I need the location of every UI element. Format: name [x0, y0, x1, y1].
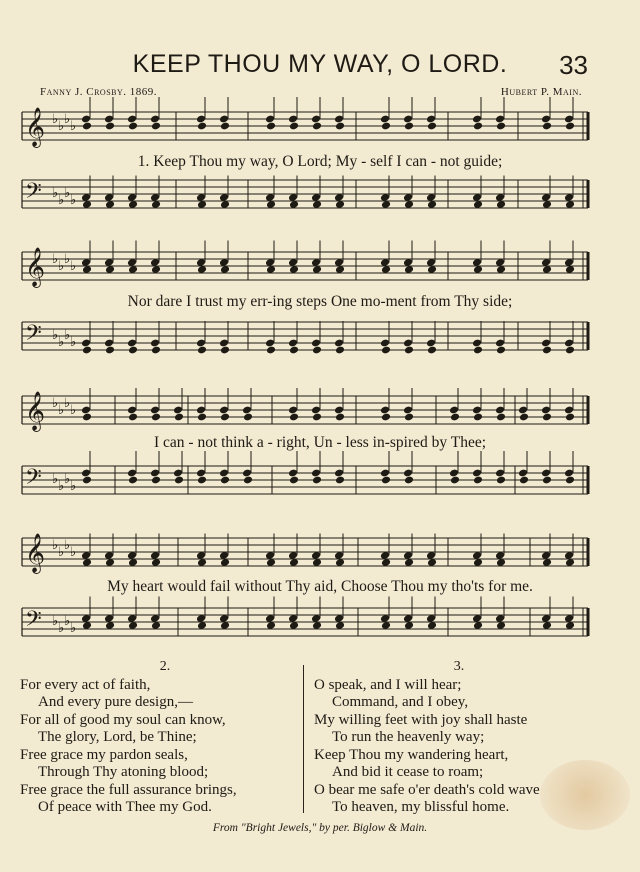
note-head — [565, 476, 575, 485]
flat-icon: ♭ — [64, 538, 71, 553]
bass-clef-icon: 𝄢 — [25, 321, 42, 351]
note-head — [542, 413, 552, 422]
note-head — [128, 413, 138, 422]
lyric-line-4: My heart would fail without Thy aid, Choose Thou my tho'ts for me. — [107, 578, 533, 595]
verse-line: O speak, and I will hear; — [314, 676, 462, 693]
verse-3 — [314, 658, 604, 817]
verse-line: For all of good my soul can know, — [20, 711, 226, 728]
flat-icon: ♭ — [52, 328, 59, 343]
note-head — [243, 413, 253, 422]
bass-clef-icon: 𝄢 — [25, 607, 42, 637]
note-head — [105, 122, 115, 131]
lyric-line-3: I can - not think a - right, Un - less in-spired by Thee; — [153, 434, 487, 451]
note-head — [128, 476, 138, 485]
note-head — [128, 346, 138, 355]
flat-icon: ♭ — [52, 252, 59, 267]
note-head — [151, 476, 161, 485]
note-head — [312, 122, 322, 131]
verse-line: For every act of faith, — [20, 676, 151, 693]
note-head — [197, 413, 207, 422]
note-head — [289, 122, 299, 131]
verse-line: O bear me safe o'er death's cold wave — [314, 781, 540, 798]
flat-icon: ♭ — [52, 614, 59, 629]
note-head — [496, 346, 506, 355]
note-head — [220, 413, 230, 422]
flat-icon: ♭ — [70, 479, 77, 494]
verse-line: Keep Thou my wandering heart, — [314, 746, 509, 763]
note-head — [496, 122, 506, 131]
note-head — [174, 476, 184, 485]
note-head — [542, 122, 552, 131]
note-head — [381, 122, 391, 131]
lyric-line-1: 1. Keep Thou my way, O Lord; My - self I can - not guide; — [137, 153, 503, 170]
note-head — [82, 476, 92, 485]
bass-clef-icon: 𝄢 — [25, 465, 42, 495]
flat-icon: ♭ — [58, 193, 65, 208]
note-head — [151, 413, 161, 422]
note-head — [427, 122, 437, 131]
note-head — [381, 346, 391, 355]
treble-clef-icon: 𝄞 — [25, 533, 46, 573]
hymn-number: 33 — [559, 50, 588, 80]
flat-icon: ♭ — [70, 259, 77, 274]
flat-icon: ♭ — [52, 396, 59, 411]
note-head — [542, 476, 552, 485]
verse-line: To heaven, my blissful home. — [332, 799, 510, 815]
flat-icon: ♭ — [58, 259, 65, 274]
note-head — [404, 122, 414, 131]
flat-icon: ♭ — [64, 252, 71, 267]
flat-icon: ♭ — [64, 186, 71, 201]
note-head — [82, 346, 92, 355]
note-head — [496, 476, 506, 485]
flat-icon: ♭ — [70, 119, 77, 134]
note-head — [381, 413, 391, 422]
note-head — [335, 346, 345, 355]
flat-icon: ♭ — [70, 545, 77, 560]
note-head — [565, 122, 575, 131]
flat-icon: ♭ — [70, 403, 77, 418]
note-head — [473, 122, 483, 131]
note-head — [243, 476, 253, 485]
note-head — [312, 476, 322, 485]
flat-icon: ♭ — [52, 186, 59, 201]
note-head — [473, 476, 483, 485]
note-head — [565, 346, 575, 355]
flat-icon: ♭ — [52, 472, 59, 487]
note-head — [473, 413, 483, 422]
flat-icon: ♭ — [70, 621, 77, 636]
flat-icon: ♭ — [58, 335, 65, 350]
note-head — [519, 476, 529, 485]
verse-line: Free grace the full assurance brings, — [20, 781, 237, 798]
verse-2 — [20, 658, 310, 817]
treble-clef-icon: 𝄞 — [25, 391, 46, 431]
bass-clef-icon: 𝄢 — [25, 179, 42, 209]
note-head — [312, 413, 322, 422]
flat-icon: ♭ — [64, 614, 71, 629]
note-head — [473, 346, 483, 355]
flat-icon: ♭ — [58, 545, 65, 560]
verse-number: 2. — [159, 659, 171, 674]
flat-icon: ♭ — [52, 538, 59, 553]
note-head — [404, 476, 414, 485]
flat-icon: ♭ — [64, 396, 71, 411]
verse-line: My willing feet with joy shall haste — [314, 711, 528, 728]
verse-line: Free grace my pardon seals, — [20, 746, 188, 763]
verse-number: 3. — [453, 659, 465, 674]
note-head — [197, 476, 207, 485]
note-head — [174, 413, 184, 422]
note-head — [450, 476, 460, 485]
flat-icon: ♭ — [64, 472, 71, 487]
note-head — [289, 476, 299, 485]
verse-line: To run the heavenly way; — [332, 729, 485, 745]
verse-line: Of peace with Thee my God. — [38, 799, 212, 815]
note-head — [289, 346, 299, 355]
flat-icon: ♭ — [64, 328, 71, 343]
flat-icon: ♭ — [64, 112, 71, 127]
treble-clef-icon: 𝄞 — [25, 247, 46, 287]
note-head — [289, 413, 299, 422]
verse-line: Command, and I obey, — [332, 694, 469, 710]
flat-icon: ♭ — [70, 193, 77, 208]
flat-icon: ♭ — [58, 403, 65, 418]
note-head — [404, 346, 414, 355]
note-head — [404, 413, 414, 422]
note-head — [519, 413, 529, 422]
treble-clef-icon: 𝄞 — [25, 107, 46, 147]
note-head — [266, 346, 276, 355]
verse-line: The glory, Lord, be Thine; — [38, 729, 197, 745]
hymn-title: KEEP THOU MY WAY, O LORD. — [132, 50, 508, 78]
column-divider — [303, 665, 304, 813]
verse-line: And bid it cease to roam; — [332, 764, 484, 780]
flat-icon: ♭ — [58, 479, 65, 494]
note-head — [335, 476, 345, 485]
note-head — [312, 346, 322, 355]
note-head — [128, 122, 138, 131]
note-head — [335, 413, 345, 422]
composer-credit: Hubert P. Main. — [500, 86, 582, 98]
note-head — [220, 346, 230, 355]
note-head — [82, 122, 92, 131]
note-head — [82, 413, 92, 422]
author-credit: Fanny J. Crosby. 1869. — [40, 86, 158, 98]
note-head — [151, 346, 161, 355]
note-head — [266, 122, 276, 131]
flat-icon: ♭ — [58, 119, 65, 134]
verse-line: Through Thy atoning blood; — [38, 764, 209, 780]
note-head — [335, 122, 345, 131]
lyric-line-2: Nor dare I trust my err-ing steps One mo-ment from Thy side; — [127, 293, 513, 310]
note-head — [220, 122, 230, 131]
note-head — [450, 413, 460, 422]
publisher-credit: From "Bright Jewels," by per. Biglow & Main. — [212, 822, 428, 834]
note-head — [427, 346, 437, 355]
note-head — [496, 413, 506, 422]
verse-line: And every pure design,— — [38, 694, 193, 710]
note-head — [197, 122, 207, 131]
note-head — [151, 122, 161, 131]
note-head — [381, 476, 391, 485]
flat-icon: ♭ — [58, 621, 65, 636]
note-head — [542, 346, 552, 355]
note-head — [220, 476, 230, 485]
flat-icon: ♭ — [52, 112, 59, 127]
note-head — [197, 346, 207, 355]
flat-icon: ♭ — [70, 335, 77, 350]
note-head — [565, 413, 575, 422]
note-head — [105, 346, 115, 355]
